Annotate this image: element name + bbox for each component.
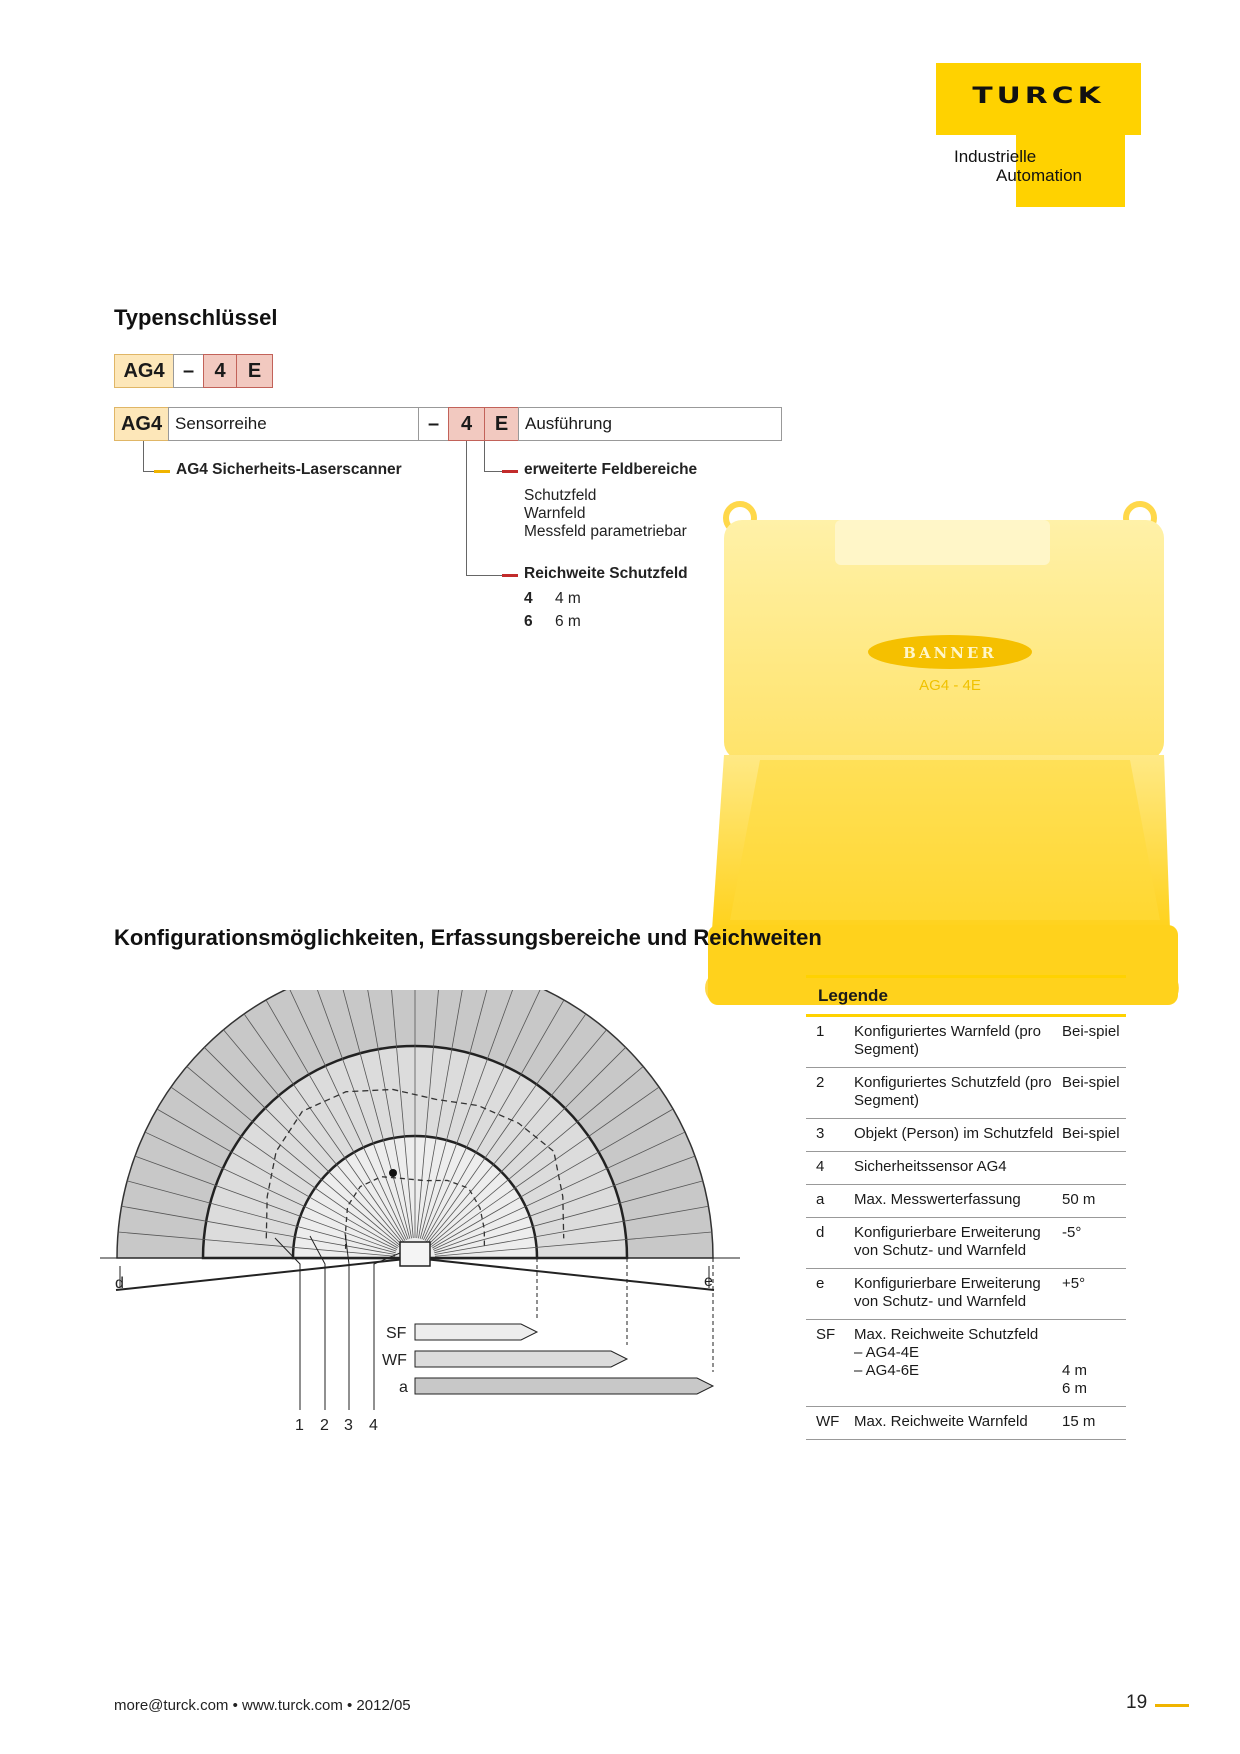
row-execution-label: Ausführung bbox=[518, 407, 782, 441]
legend-value: 50 m bbox=[1062, 1191, 1096, 1208]
label-d: d bbox=[115, 1275, 124, 1292]
connector-range-h bbox=[466, 575, 506, 576]
label-e: e bbox=[704, 1273, 713, 1290]
legend-text-cell bbox=[854, 1224, 1062, 1260]
range-code-6: 6 bbox=[524, 613, 533, 630]
legend-text: Konfiguriertes Warnfeld (pro Segment) bbox=[854, 1023, 1042, 1058]
legend-text-cell bbox=[854, 1275, 1062, 1311]
connector-execution bbox=[484, 441, 485, 471]
legend-value: Bei-spiel bbox=[1062, 1074, 1120, 1091]
legend-text-cell bbox=[854, 1158, 1062, 1176]
extension-line-e bbox=[415, 1258, 714, 1290]
detection-field-diagram bbox=[100, 990, 740, 1460]
wf-range-arrow bbox=[415, 1351, 627, 1367]
legend-text: Objekt (Person) im Schutzfeld bbox=[854, 1125, 1054, 1142]
number-3: 3 bbox=[344, 1417, 353, 1434]
legend-key: WF bbox=[816, 1413, 840, 1430]
number-1: 1 bbox=[295, 1417, 304, 1434]
label-a: a bbox=[399, 1379, 408, 1396]
execution-title: erweiterte Feldbereiche bbox=[524, 461, 698, 478]
object-person bbox=[389, 1169, 397, 1177]
legend-value-cell bbox=[1062, 1224, 1126, 1260]
legend-text: Konfiguriertes Schutzfeld (pro Segment) bbox=[854, 1074, 1052, 1109]
footer-contact: more@turck.com • www.turck.com • 2012/05 bbox=[114, 1697, 411, 1714]
product-model-label: AG4 - 4E bbox=[919, 677, 981, 694]
series-marker bbox=[154, 470, 170, 473]
legend-table bbox=[806, 975, 1126, 1440]
execution-line-1: Schutzfeld bbox=[524, 487, 597, 504]
label-sf: SF bbox=[386, 1325, 407, 1342]
row-execution: E bbox=[484, 407, 519, 441]
legend-text-cell bbox=[854, 1125, 1062, 1143]
legend-value: 15 m bbox=[1062, 1413, 1096, 1430]
row-series-label: Sensorreihe bbox=[168, 407, 419, 441]
legend-row bbox=[806, 1119, 1126, 1152]
banner-logo: BANNER bbox=[903, 644, 997, 662]
page-number-bar bbox=[1155, 1704, 1189, 1707]
legend-text: Max. Reichweite Warnfeld bbox=[854, 1413, 1028, 1430]
a-range-arrow bbox=[415, 1378, 713, 1394]
label-wf: WF bbox=[382, 1352, 407, 1369]
legend-key: 4 bbox=[816, 1158, 825, 1175]
legend-row bbox=[806, 1185, 1126, 1218]
legend-value-cell bbox=[1062, 1326, 1126, 1398]
legend-row bbox=[806, 1407, 1126, 1440]
legend-row bbox=[806, 1218, 1126, 1269]
logo-subtitle-1: Industrielle bbox=[954, 147, 1037, 166]
callout-line bbox=[310, 1236, 325, 1410]
connector-series bbox=[143, 441, 144, 471]
number-4: 4 bbox=[369, 1417, 378, 1434]
code-range: 4 bbox=[203, 354, 237, 388]
code-dash: – bbox=[173, 354, 204, 388]
range-value-6: 6 m bbox=[555, 613, 581, 630]
legend-sub-text: – AG4-6E bbox=[854, 1362, 920, 1379]
row-series: AG4 bbox=[114, 407, 169, 441]
legend-text: Sicherheitssensor AG4 bbox=[854, 1158, 1007, 1175]
legend-value: Bei-spiel bbox=[1062, 1125, 1120, 1142]
config-heading: Konfigurationsmöglichkeiten, Erfassungsbereiche und Reichweiten bbox=[114, 925, 822, 950]
extension-line-d bbox=[116, 1258, 415, 1290]
legend-text-cell bbox=[854, 1413, 1062, 1431]
code-execution: E bbox=[236, 354, 273, 388]
legend-row bbox=[806, 1320, 1126, 1407]
code-series: AG4 bbox=[114, 354, 174, 388]
execution-line-3: Messfeld parametriebar bbox=[524, 523, 687, 540]
legend-key: 1 bbox=[816, 1023, 825, 1040]
sf-range-arrow bbox=[415, 1324, 537, 1340]
connector-range bbox=[466, 441, 467, 575]
legend-value-cell bbox=[1062, 1074, 1126, 1110]
type-key-heading: Typenschlüssel bbox=[114, 305, 278, 330]
legend-text-cell bbox=[854, 1326, 1062, 1398]
page-number: 19 bbox=[1126, 1692, 1148, 1713]
legend-key: SF bbox=[816, 1326, 836, 1343]
legend-value-cell bbox=[1062, 1125, 1126, 1143]
legend-text-cell bbox=[854, 1023, 1062, 1059]
legend-value: -5° bbox=[1062, 1224, 1082, 1241]
execution-line-2: Warnfeld bbox=[524, 505, 586, 522]
legend-value-cell bbox=[1062, 1191, 1126, 1209]
legend-key: e bbox=[816, 1275, 825, 1292]
range-title: Reichweite Schutzfeld bbox=[524, 565, 688, 582]
callout-line bbox=[275, 1238, 300, 1410]
legend-value: +5° bbox=[1062, 1275, 1086, 1292]
legend-value-cell bbox=[1062, 1158, 1126, 1176]
legend-title: Legende bbox=[806, 975, 1126, 1017]
range-marker bbox=[502, 574, 518, 577]
sensor-ag4 bbox=[400, 1242, 430, 1266]
range-value-4: 4 m bbox=[555, 590, 581, 607]
legend-sub-value: 4 m bbox=[1062, 1362, 1088, 1379]
legend-key: a bbox=[816, 1191, 825, 1208]
legend-text: Konfigurierbare Erweiterung von Schutz- und Warnfeld bbox=[854, 1224, 1041, 1259]
legend-text: Konfigurierbare Erweiterung von Schutz- und Warnfeld bbox=[854, 1275, 1041, 1310]
legend-text: Max. Reichweite Schutzfeld bbox=[854, 1326, 1039, 1343]
number-2: 2 bbox=[320, 1417, 329, 1434]
legend-row bbox=[806, 1017, 1126, 1068]
diagram-fields bbox=[100, 990, 740, 1410]
callout-line bbox=[345, 1233, 349, 1410]
legend-text-cell bbox=[854, 1074, 1062, 1110]
legend-text-cell bbox=[854, 1191, 1062, 1209]
legend-key: 3 bbox=[816, 1125, 825, 1142]
legend-sub-text: – AG4-4E bbox=[854, 1344, 920, 1361]
legend-row bbox=[806, 1269, 1126, 1320]
series-description: AG4 Sicherheits-Laserscanner bbox=[176, 461, 402, 478]
legend-key: 2 bbox=[816, 1074, 825, 1091]
turck-logo: TURCK bbox=[972, 84, 1105, 109]
execution-marker bbox=[502, 470, 518, 473]
legend-sub-value: 6 m bbox=[1062, 1380, 1088, 1397]
legend-value-cell bbox=[1062, 1275, 1126, 1311]
legend-row bbox=[806, 1152, 1126, 1185]
range-code-4: 4 bbox=[524, 590, 533, 607]
row-range: 4 bbox=[448, 407, 485, 441]
legend-value: Bei-spiel bbox=[1062, 1023, 1120, 1040]
legend-key: d bbox=[816, 1224, 825, 1241]
logo-subtitle-2: Automation bbox=[996, 166, 1082, 185]
row-dash: – bbox=[418, 407, 449, 441]
legend-text: Max. Messwerterfassung bbox=[854, 1191, 1021, 1208]
legend-row bbox=[806, 1068, 1126, 1119]
legend-value-cell bbox=[1062, 1023, 1126, 1059]
legend-value-cell bbox=[1062, 1413, 1126, 1431]
